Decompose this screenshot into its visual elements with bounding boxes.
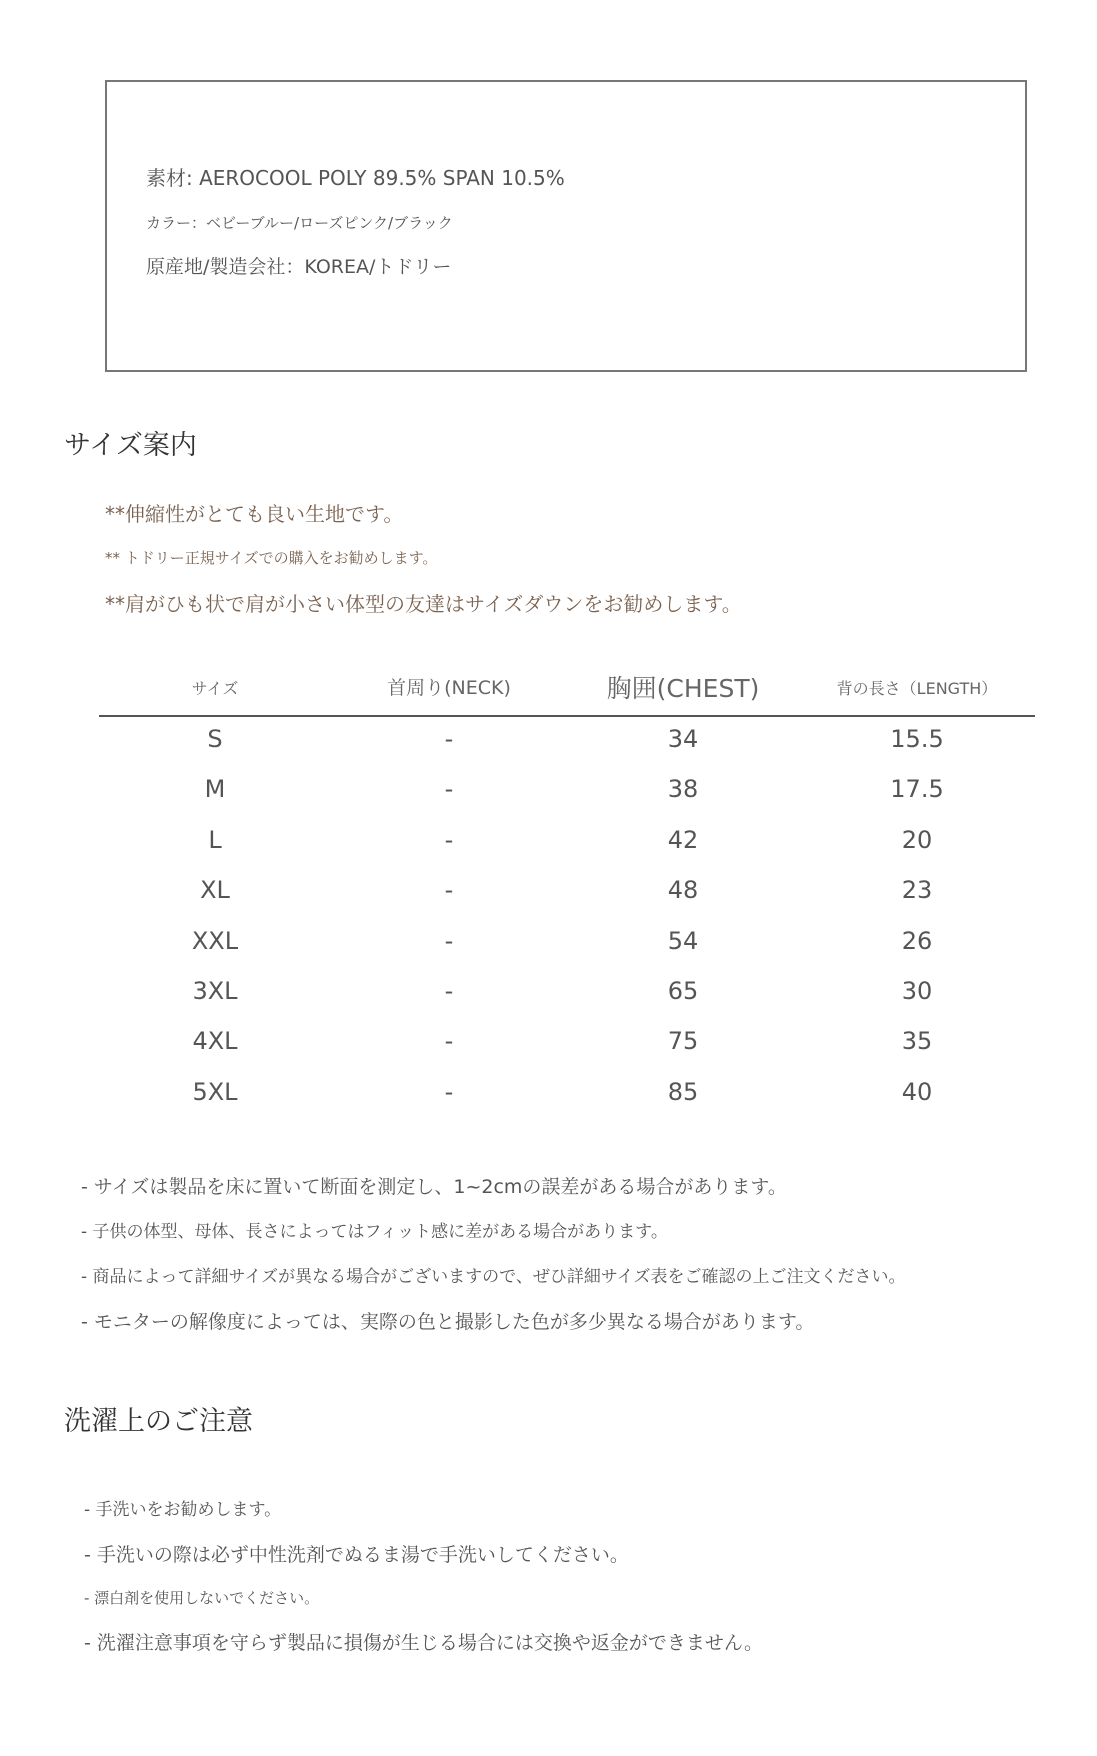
disclaimer: - 子供の体型、母体、長さによってはフィット感に差がある場合があります。 <box>81 1222 668 1242</box>
cell-chest: 65 <box>667 977 699 1005</box>
cell-size: M <box>204 775 226 804</box>
disclaimer: - モニターの解像度によっては、実際の色と撮影した色が多少異なる場合があります。 <box>81 1311 815 1333</box>
material-text: 素材: AEROCOOL POLY 89.5% SPAN 10.5% <box>146 166 565 190</box>
cell-neck: - <box>444 1077 454 1106</box>
header-size: サイズ <box>191 679 239 698</box>
cell-neck: - <box>444 775 454 804</box>
size-note: **肩がひも状で肩が小さい体型の友達はサイズダウンをお勧めします。 <box>105 592 742 616</box>
cell-size: L <box>208 825 222 854</box>
washing-item: - 洗濯注意事項を守らず製品に損傷が生じる場合には交換や返金ができません。 <box>84 1632 764 1654</box>
cell-length: 40 <box>901 1077 933 1106</box>
cell-size: 3XL <box>192 977 238 1005</box>
washing-item: - 手洗いをお勧めします。 <box>84 1500 282 1520</box>
cell-size: XL <box>200 876 230 905</box>
cell-size: 4XL <box>192 1027 238 1056</box>
disclaimer: - 商品によって詳細サイズが異なる場合がございますので、ぜひ詳細サイズ表をご確認の上ご注文ください。 <box>81 1267 906 1287</box>
cell-length: 35 <box>901 1027 933 1056</box>
cell-neck: - <box>444 725 454 753</box>
cell-size: XXL <box>191 926 239 955</box>
size-guide-title: サイズ案内 <box>64 430 197 461</box>
cell-chest: 42 <box>667 825 699 854</box>
cell-neck: - <box>444 1027 454 1056</box>
cell-size: 5XL <box>192 1077 238 1106</box>
cell-neck: - <box>444 926 454 955</box>
header-chest: 胸囲(CHEST) <box>606 674 760 703</box>
cell-chest: 85 <box>667 1077 699 1106</box>
cell-chest: 34 <box>667 725 699 753</box>
washing-item: - 漂白剤を使用しないでください。 <box>84 1589 320 1607</box>
cell-neck: - <box>444 825 454 854</box>
header-neck: 首周り(NECK) <box>387 677 511 699</box>
size-note: **伸縮性がとても良い生地です。 <box>105 502 404 526</box>
washing-title: 洗濯上のご注意 <box>64 1406 253 1437</box>
cell-length: 17.5 <box>890 775 944 804</box>
cell-neck: - <box>444 876 454 905</box>
disclaimer: - サイズは製品を床に置いて断面を測定し、1~2cmの誤差がある場合があります。 <box>81 1176 787 1198</box>
origin-text: 原産地/製造会社：KOREA/トドリー <box>146 256 452 278</box>
cell-length: 20 <box>901 825 933 854</box>
size-note: ** トドリー正規サイズでの購入をお勧めします。 <box>105 549 438 567</box>
table-header-rule <box>99 715 1035 717</box>
cell-size: S <box>207 725 223 753</box>
cell-length: 15.5 <box>890 725 944 753</box>
colors-text: カラー：ベビーブルー/ローズピンク/ブラック <box>146 214 453 232</box>
washing-item: - 手洗いの際は必ず中性洗剤でぬるま湯で手洗いしてください。 <box>84 1544 629 1566</box>
cell-length: 30 <box>901 977 933 1005</box>
cell-chest: 54 <box>667 926 699 955</box>
cell-length: 23 <box>901 876 933 905</box>
cell-neck: - <box>444 977 454 1005</box>
cell-chest: 38 <box>667 775 699 804</box>
cell-chest: 48 <box>667 876 699 905</box>
cell-chest: 75 <box>667 1027 699 1056</box>
header-length: 背の長さ（LENGTH） <box>836 679 998 698</box>
cell-length: 26 <box>901 926 933 955</box>
